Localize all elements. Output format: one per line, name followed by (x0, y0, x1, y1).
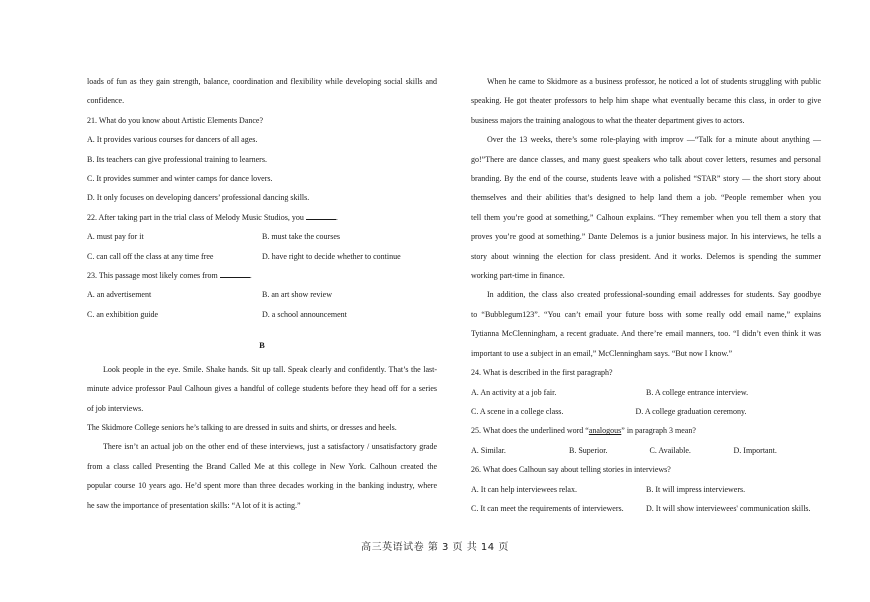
option-26b: B. It will impress interviewers. (646, 484, 746, 494)
question-22: 22. After taking part in the trial class of Melody Music Studios, you . (87, 212, 338, 222)
options-row (471, 441, 821, 460)
text-line: popular course 10 years ago. He’d spent more than three decades working in the banking industry, where (87, 481, 437, 491)
option-22c: C. can call off the class at any time free (87, 251, 214, 261)
option-23b: B. an art show review (262, 290, 332, 300)
option-22b: B. must take the courses (262, 232, 340, 242)
text-line: When he came to Skidmore as a business professor, he noticed a lot of students struggling with public (487, 77, 821, 86)
options-row (471, 480, 821, 499)
underlined-word: analogous (588, 426, 622, 436)
page-footer: 高三英语试卷 第 3 页 共 14 页 (361, 542, 509, 553)
option-24c: C. A scene in a college class. (471, 406, 564, 416)
option-25a: A. Similar. (471, 445, 506, 455)
text-line: The Skidmore College seniors he’s talking to are dressed in suits and shirts, or dresses and heels. (87, 422, 397, 432)
question-25: 25. What does the underlined word “analogous” in paragraph 3 mean? (471, 426, 696, 436)
options-row (471, 499, 821, 518)
left-column (87, 72, 437, 515)
text-line: of job interviews. (87, 403, 144, 413)
text-line: go!”There are dance classes, and many guest speakers who talk about cover letters, resumes and personal (471, 154, 821, 164)
section-title: B (259, 340, 265, 351)
options-row (87, 305, 437, 324)
text-line: confidence. (87, 96, 125, 106)
options-row (87, 247, 437, 266)
option-22d: D. have right to decide whether to continue (262, 251, 401, 261)
question-26: 26. What does Calhoun say about telling stories in interviews? (471, 465, 671, 475)
text-line: loads of fun as they gain strength, balance, coordination and flexibility while developing social skills and (87, 77, 437, 86)
answer-blank (220, 269, 250, 278)
text-line: In addition, the class also created professional-sounding email addresses for students. Say goodbye (487, 290, 821, 300)
text-line: important to use a subject in an email,” McClenningham says. “But now I know.” (471, 348, 733, 358)
question-21: 21. What do you know about Artistic Elements Dance? (87, 115, 264, 125)
option-23c: C. an exhibition guide (87, 309, 159, 319)
options-row (87, 285, 437, 304)
text-line: themselves and their abilities that’s designed to help land them a job. “People remember when you (471, 193, 821, 203)
text-line: branding. By the end of the course, students leave with a polished “STAR” story — the short story about (471, 174, 821, 184)
text-line: There isn’t an actual job on the other end of these interviews, just a satisfactory / unsatisfactory grade (103, 442, 437, 452)
option-26a: A. It can help interviewees relax. (471, 484, 577, 494)
text-line: to “Bubblegum123”. “You can’t email your future boss with some really odd email name,” explains (471, 309, 821, 319)
text-line: working part-time in finance. (471, 271, 565, 281)
text-line: business majors the training analogous to what the theater department gives to actors. (471, 115, 745, 125)
text-line: Over the 13 weeks, there’s some role-playing with improv —“Talk for a minute about anything — (487, 135, 821, 145)
text-line: tell them you’re good at something,” Calhoun explains. “They remember when you tell them a story that (471, 212, 821, 222)
text-line: Look people in the eye. Smile. Shake hands. Sit up tall. Speak clearly and confidently. That’s the last- (103, 364, 437, 374)
option-21a: A. It provides various courses for dancers of all ages. (87, 135, 258, 145)
option-26c: C. It can meet the requirements of interviewers. (471, 503, 624, 513)
text-line: minute advice professor Paul Calhoun gives a handful of college students before they head off for a series (87, 384, 437, 394)
text-line: story about winning the election for class president. And it works. Delemos is spending the summer (471, 251, 821, 261)
option-25c: C. Available. (649, 445, 691, 455)
options-row (87, 227, 437, 246)
question-23: 23. This passage most likely comes from . (87, 271, 252, 281)
option-21c: C. It provides summer and winter camps for dance lovers. (87, 174, 273, 184)
options-row (471, 402, 821, 421)
option-22a: A. must pay for it (87, 232, 144, 242)
options-row (471, 383, 821, 402)
option-21d: D. It only focuses on developing dancers’ professional dancing skills. (87, 193, 310, 203)
option-21b: B. Its teachers can give professional training to learners. (87, 154, 267, 164)
option-24a: A. An activity at a job fair. (471, 387, 557, 397)
option-25d: D. Important. (733, 445, 777, 455)
option-24d: D. A college graduation ceremony. (635, 406, 747, 416)
text-line: proves you’re good at something.” Dante Delemos is a junior business major. In his interviews, he tells a (471, 232, 821, 242)
option-25b: B. Superior. (569, 445, 608, 455)
option-23d: D. a school announcement (262, 309, 347, 319)
right-column (471, 72, 821, 518)
text-line: Tytianna McClenningham, a recent graduate. And there’re email manners, too. “I didn’t even think it was (471, 329, 821, 339)
option-24b: B. A college entrance interview. (646, 387, 749, 397)
option-23a: A. an advertisement (87, 290, 152, 300)
option-26d: D. It will show interviewees' communication skills. (646, 503, 811, 513)
text-line: speaking. He got theater professors to help him shape what eventually became this class, in order to give (471, 96, 821, 106)
text-line: from a class called Presenting the Brand Called Me at this college in New York. Calhoun created the (87, 461, 437, 471)
text-line: he saw the importance of presentation skills: “A lot of it is acting.” (87, 500, 301, 510)
answer-blank (306, 211, 336, 220)
question-24: 24. What is described in the first paragraph? (471, 368, 613, 378)
